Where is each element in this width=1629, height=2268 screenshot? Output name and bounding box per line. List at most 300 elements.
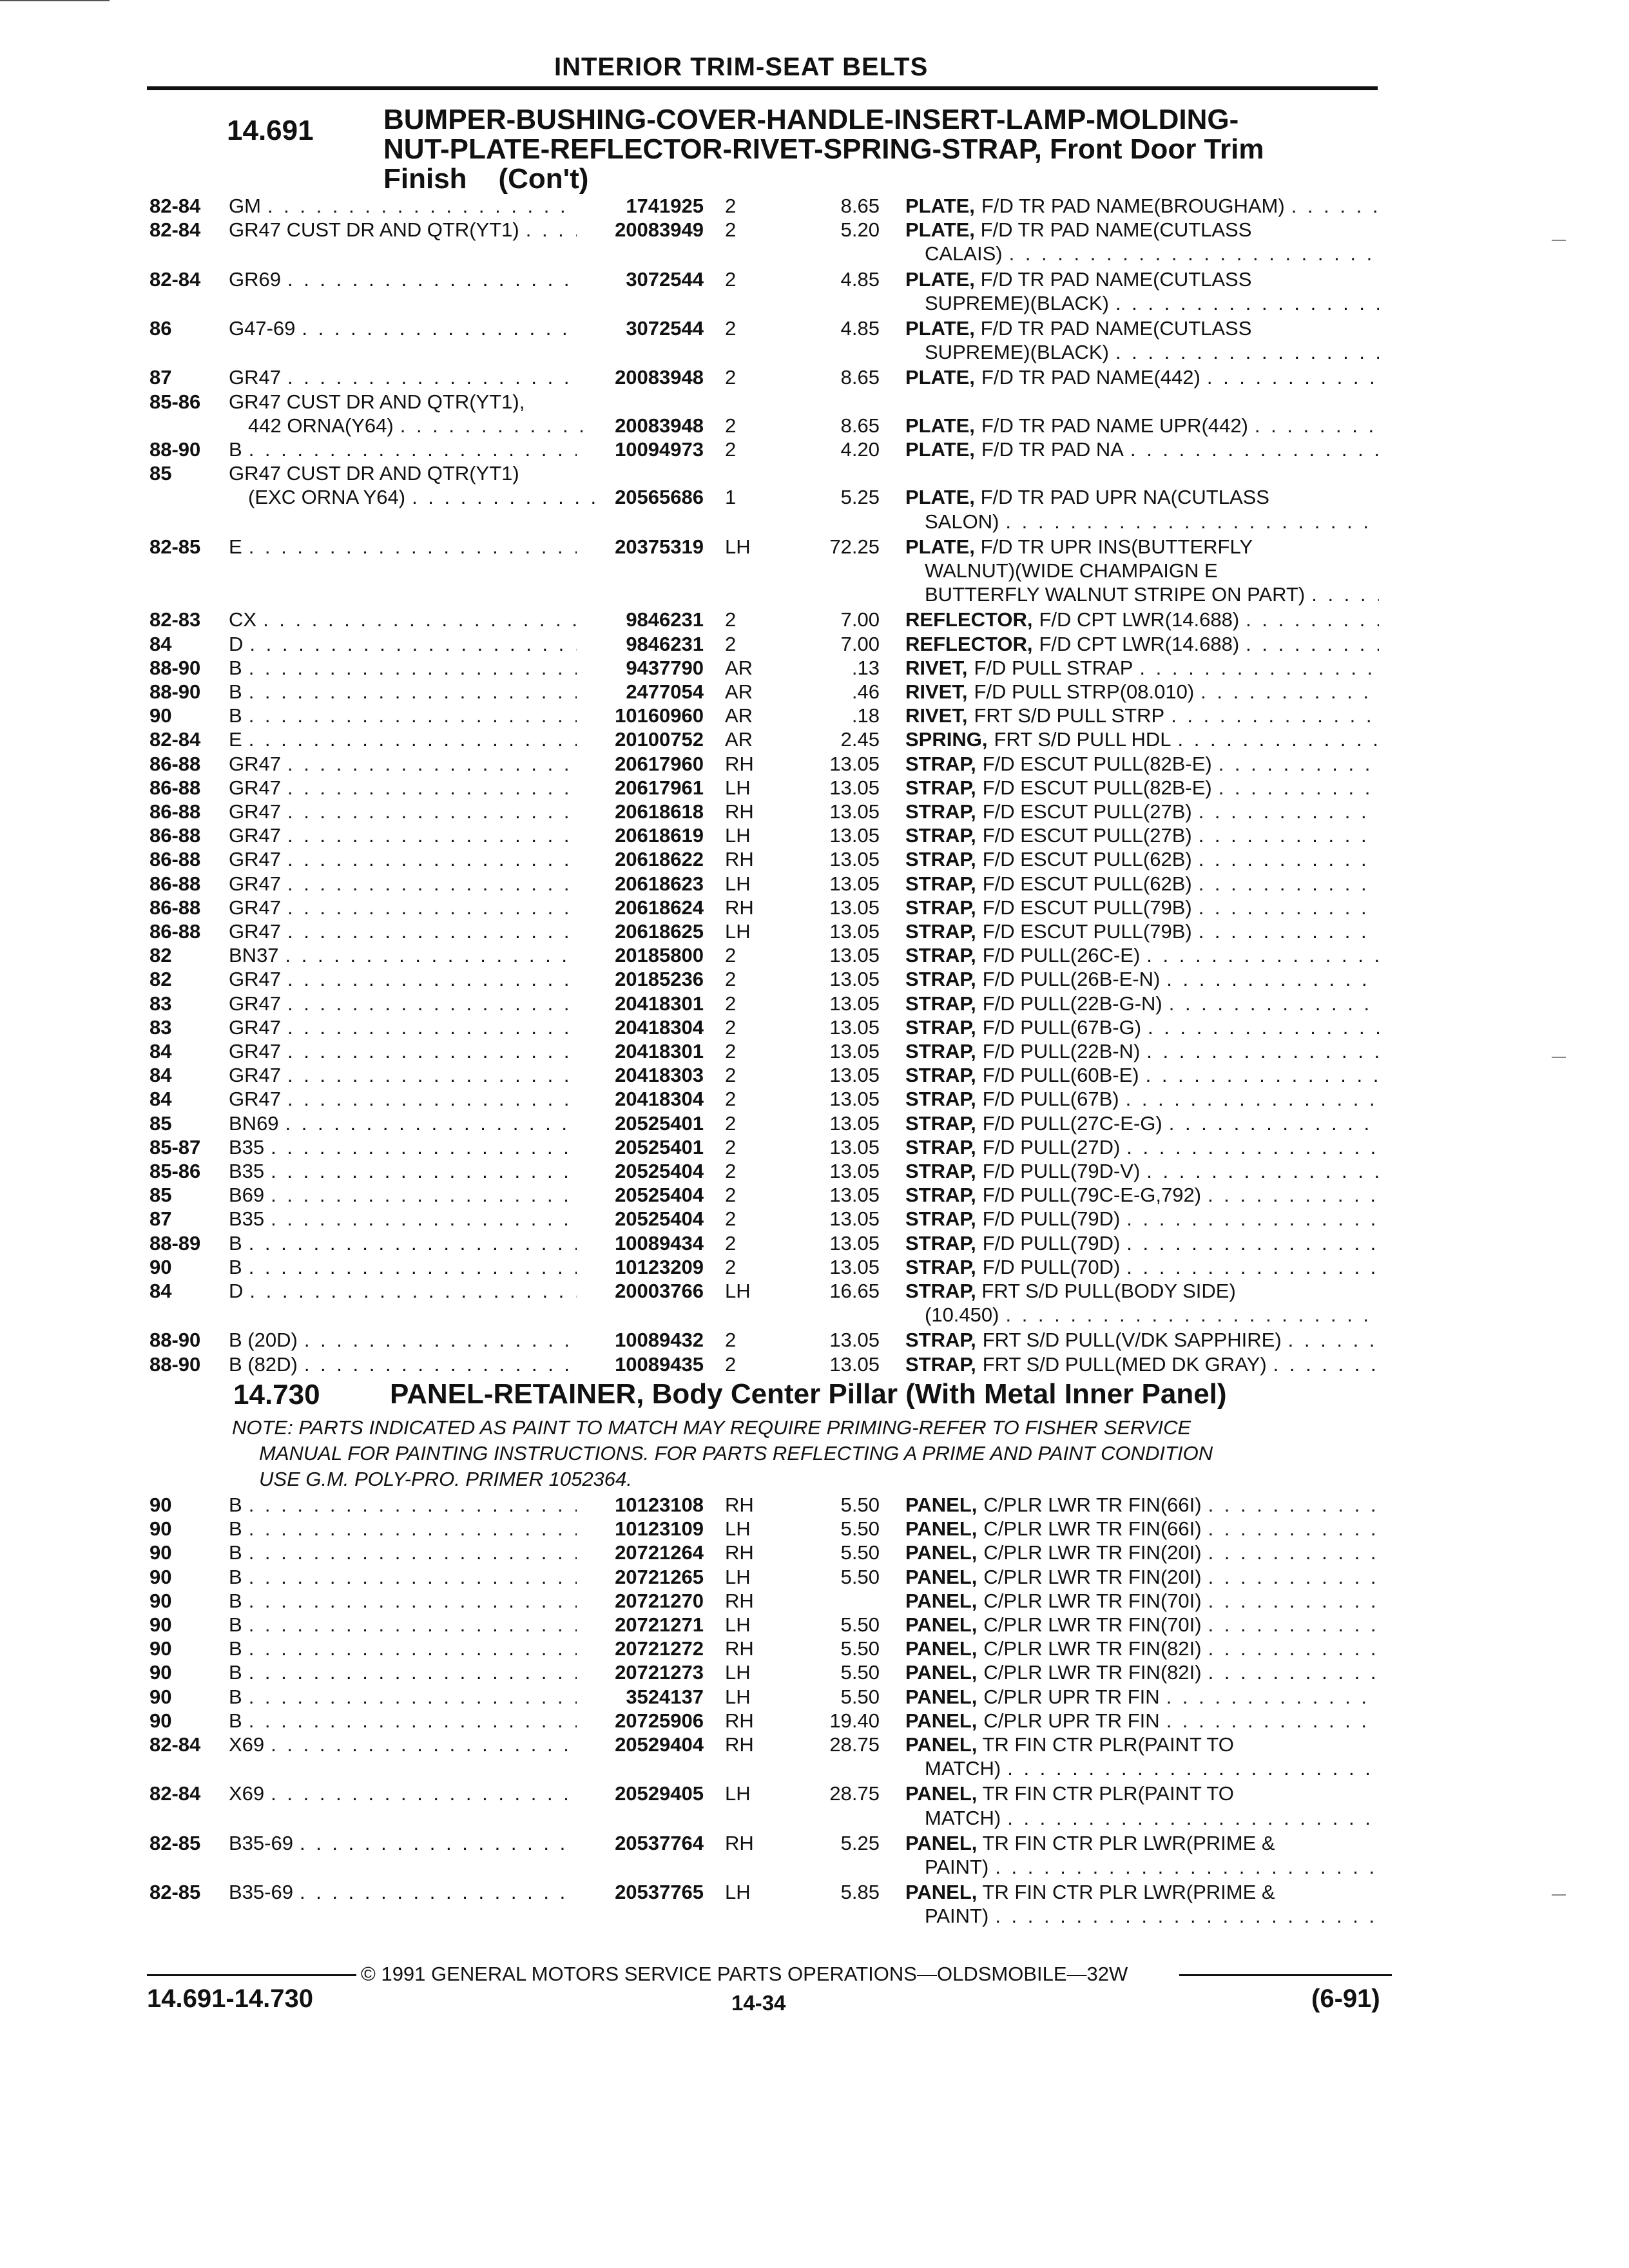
- part-description-text: F/D ESCUT PULL(82B-E): [982, 752, 1212, 775]
- part-number: 20418304: [615, 1088, 704, 1111]
- model-code-text: B: [229, 1565, 242, 1588]
- price: 13.05: [829, 776, 880, 799]
- model-year: 82-84: [149, 1733, 201, 1756]
- dot-leader: [1311, 583, 1379, 606]
- quantity: RH: [725, 848, 754, 871]
- section-title-line: Finish (Con't): [383, 163, 589, 195]
- model-code: [229, 195, 577, 218]
- part-name: PANEL,: [905, 1494, 978, 1516]
- part-description-text: CALAIS): [925, 242, 1003, 265]
- model-code-text: BN69: [229, 1111, 279, 1135]
- dot-leader: [287, 268, 577, 291]
- model-year: 85: [149, 1111, 172, 1135]
- dot-leader: [249, 1541, 577, 1564]
- part-name: PLATE,: [905, 438, 975, 461]
- quantity: 2: [725, 1329, 737, 1352]
- model-code-text: GR47 CUST DR AND QTR(YT1): [229, 218, 519, 242]
- model-year: 90: [149, 1565, 172, 1588]
- dot-leader: [285, 944, 577, 967]
- model-year: 86-88: [149, 848, 201, 871]
- price: 13.05: [829, 1064, 880, 1087]
- part-number: 20418303: [615, 1064, 704, 1087]
- quantity: LH: [725, 1685, 751, 1708]
- price: 13.05: [829, 1160, 880, 1182]
- model-code-text: GR47: [229, 800, 281, 823]
- model-code: [229, 1160, 577, 1183]
- part-description: [905, 1881, 1379, 1904]
- model-code-text: B35: [229, 1135, 265, 1158]
- space: [975, 486, 981, 508]
- part-description: [905, 776, 1379, 800]
- part-description-text: F/D PULL STRP(08.010): [974, 680, 1195, 703]
- part-name: STRAP,: [905, 1255, 976, 1278]
- dot-leader: [995, 1905, 1379, 1928]
- dot-leader: [300, 1832, 577, 1855]
- part-description: [905, 1832, 1379, 1855]
- model-code: [229, 944, 577, 967]
- part-description: [905, 1207, 1379, 1231]
- part-description-text: F/D PULL(26B-E-N): [982, 968, 1161, 991]
- model-code: [229, 1566, 577, 1589]
- margin-tick: [1552, 240, 1566, 241]
- model-code-text: CX: [229, 608, 257, 631]
- part-number: 20525401: [615, 1111, 704, 1135]
- price: 13.05: [829, 1088, 880, 1111]
- part-description: [905, 1686, 1379, 1709]
- dot-leader: [249, 1256, 577, 1279]
- quantity: 2: [725, 414, 737, 437]
- dot-leader: [287, 1064, 577, 1087]
- dot-leader: [249, 1613, 577, 1637]
- price: 28.75: [829, 1782, 880, 1805]
- part-name: STRAP,: [905, 896, 976, 919]
- quantity: 2: [725, 992, 737, 1015]
- model-year: 82-84: [149, 728, 201, 751]
- model-code: [229, 1256, 577, 1279]
- dot-leader: [1178, 728, 1379, 751]
- dot-leader: [249, 728, 577, 751]
- dot-leader: [400, 414, 596, 437]
- part-name: STRAP,: [905, 848, 976, 871]
- model-year: 84: [149, 1280, 172, 1302]
- space: [975, 317, 981, 340]
- dot-leader: [1208, 1184, 1379, 1207]
- model-code: [229, 1709, 577, 1733]
- price: 5.20: [840, 218, 880, 242]
- part-description-text: C/PLR LWR TR FIN(20I): [983, 1565, 1202, 1588]
- dot-leader: [526, 218, 577, 242]
- part-description: [905, 920, 1379, 943]
- part-description-text: SUPREME)(BLACK): [925, 291, 1109, 314]
- quantity: RH: [725, 1733, 754, 1756]
- quantity: LH: [725, 1661, 751, 1684]
- price: 5.50: [840, 1517, 880, 1541]
- part-name: STRAP,: [905, 776, 976, 799]
- quantity: 2: [725, 1064, 737, 1087]
- model-code-text: B: [229, 438, 242, 461]
- part-description-text: MATCH): [925, 1757, 1001, 1780]
- price: 13.05: [829, 1231, 880, 1254]
- part-number: 20525401: [615, 1135, 704, 1158]
- model-year: 87: [149, 1207, 172, 1231]
- part-name: STRAP,: [905, 1280, 976, 1302]
- part-number: 20721271: [615, 1613, 704, 1636]
- dot-leader: [287, 896, 577, 919]
- model-code-text: GR47: [229, 1064, 281, 1087]
- model-code: [229, 992, 577, 1015]
- dot-leader: [1130, 438, 1379, 461]
- part-description: [905, 1613, 1379, 1637]
- dot-leader: [271, 1136, 577, 1159]
- model-code-text: (EXC ORNA Y64): [248, 486, 406, 509]
- quantity: 2: [725, 267, 737, 291]
- part-description-text: F/D PULL(60B-E): [982, 1064, 1139, 1087]
- model-year: 90: [149, 1685, 172, 1708]
- dot-leader: [1208, 1517, 1379, 1541]
- dot-leader: [1126, 1232, 1379, 1255]
- dot-leader: [1009, 242, 1379, 265]
- quantity: 2: [725, 1255, 737, 1278]
- part-name: PANEL,: [905, 1782, 978, 1805]
- part-description: [905, 414, 1379, 437]
- dot-leader: [249, 1280, 577, 1303]
- dot-leader: [1199, 896, 1379, 919]
- quantity: LH: [725, 535, 751, 558]
- part-description-continued: [925, 1757, 1379, 1780]
- model-code: [229, 1112, 577, 1135]
- model-code: [229, 438, 577, 461]
- part-description-continued: [925, 242, 1379, 265]
- model-code: [229, 1832, 577, 1855]
- part-description-text: F/D TR PAD NAME(CUTLASS: [980, 218, 1252, 242]
- part-number: 10089432: [615, 1329, 704, 1352]
- quantity: AR: [725, 728, 753, 751]
- model-code-text: B: [229, 704, 242, 727]
- model-year: 88-90: [149, 438, 201, 461]
- model-year: 90: [149, 1637, 172, 1660]
- part-description-text: F/D PULL(22B-G-N): [982, 992, 1162, 1015]
- model-code-text: B: [229, 1541, 242, 1564]
- dot-leader: [1207, 366, 1379, 389]
- model-year: 90: [149, 1517, 172, 1541]
- model-year: 90: [149, 1709, 172, 1732]
- model-code-text: GM: [229, 195, 261, 217]
- part-description: [905, 1517, 1379, 1541]
- part-description-text: C/PLR UPR TR FIN: [983, 1709, 1160, 1732]
- quantity: RH: [725, 1709, 754, 1732]
- part-description-text: C/PLR LWR TR FIN(66I): [983, 1517, 1202, 1541]
- footer-copyright: © 1991 GENERAL MOTORS SERVICE PARTS OPERATIONS—OLDSMOBILE—32W: [361, 1963, 1128, 1985]
- model-year: 88-90: [149, 1329, 201, 1352]
- part-description-text: C/PLR LWR TR FIN(20I): [983, 1541, 1202, 1564]
- dot-leader: [249, 1709, 577, 1733]
- model-code-text: B: [229, 1255, 242, 1278]
- model-year: 82-85: [149, 1831, 201, 1854]
- quantity: LH: [725, 872, 751, 895]
- part-number: 20185800: [615, 944, 704, 967]
- dot-leader: [287, 992, 577, 1015]
- dot-leader: [1126, 1207, 1379, 1231]
- part-description-text: C/PLR LWR TR FIN(82I): [983, 1637, 1202, 1660]
- model-year: 82-84: [149, 195, 201, 217]
- part-number: 10089434: [615, 1231, 704, 1254]
- model-code-text: GR47: [229, 896, 281, 919]
- dot-leader: [1005, 510, 1379, 533]
- footer-page-number: 14-34: [731, 1991, 786, 2015]
- model-code-text: GR47: [229, 366, 281, 389]
- model-year: 88-90: [149, 656, 201, 679]
- part-description-text: FRT S/D PULL(MED DK GRAY): [982, 1352, 1267, 1376]
- model-year: 84: [149, 1040, 172, 1062]
- model-code-text: D: [229, 632, 244, 655]
- dot-leader: [1219, 776, 1379, 800]
- part-description-continued: [925, 583, 1379, 606]
- dot-leader: [249, 633, 577, 656]
- quantity: LH: [725, 1881, 751, 1904]
- part-number: 9846231: [626, 608, 704, 631]
- model-year: 90: [149, 1255, 172, 1278]
- model-code-text: BN37: [229, 944, 279, 967]
- price: 13.05: [829, 1135, 880, 1158]
- model-year: 82-85: [149, 535, 201, 558]
- model-year: 85-86: [149, 390, 201, 413]
- quantity: AR: [725, 704, 753, 727]
- model-code: [229, 800, 577, 823]
- dot-leader: [267, 195, 577, 218]
- part-description: [905, 486, 1379, 509]
- part-number: 1741925: [626, 195, 704, 217]
- model-year: 85-86: [149, 1160, 201, 1182]
- dot-leader: [287, 1016, 577, 1039]
- model-year: 82: [149, 968, 172, 991]
- dot-leader: [995, 1856, 1379, 1879]
- quantity: 2: [725, 317, 737, 340]
- model-year: 82-85: [149, 1881, 201, 1904]
- part-name: SPRING,: [905, 728, 988, 751]
- section-number: 14.730: [233, 1379, 320, 1410]
- part-description-text: F/D PULL(26C-E): [982, 944, 1141, 967]
- model-code: [229, 1637, 577, 1660]
- part-description-continued: [925, 1905, 1379, 1928]
- dot-leader: [1146, 944, 1379, 967]
- part-number: 20100752: [615, 728, 704, 751]
- model-code-text: G47-69: [229, 317, 296, 340]
- quantity: 2: [725, 218, 737, 242]
- part-description-text: C/PLR LWR TR FIN(70I): [983, 1589, 1202, 1612]
- dot-leader: [1169, 992, 1379, 1015]
- quantity: LH: [725, 1280, 751, 1302]
- quantity: 2: [725, 1015, 737, 1039]
- part-description-text: F/D TR PAD NAME(442): [981, 366, 1200, 389]
- dot-leader: [249, 1494, 577, 1517]
- model-code: [229, 968, 577, 991]
- part-description-text: F/D TR PAD NAME(BROUGHAM): [981, 195, 1285, 217]
- dot-leader: [271, 1733, 577, 1756]
- part-description-text: F/D PULL(67B-G): [982, 1015, 1142, 1039]
- part-description-continued: [925, 1807, 1379, 1830]
- dot-leader: [412, 486, 596, 509]
- quantity: LH: [725, 1613, 751, 1636]
- dot-leader: [271, 1782, 577, 1805]
- footer-rule-left: [147, 1974, 356, 1976]
- part-description: [905, 1112, 1379, 1135]
- dot-leader: [304, 1353, 577, 1376]
- dot-leader: [287, 824, 577, 847]
- part-description-text: TR FIN CTR PLR(PAINT TO: [982, 1782, 1234, 1805]
- price: 7.00: [840, 608, 880, 631]
- part-description-text: (10.450): [925, 1303, 999, 1327]
- model-year: 82: [149, 944, 172, 967]
- part-number: 3524137: [626, 1685, 704, 1708]
- part-description-continued: [925, 341, 1379, 364]
- model-year: 86-88: [149, 776, 201, 799]
- model-code-text: GR47: [229, 872, 281, 895]
- model-code: [229, 218, 577, 242]
- dot-leader: [1115, 292, 1379, 315]
- part-number: 20529405: [615, 1782, 704, 1805]
- part-description-continued: [925, 510, 1379, 533]
- quantity: LH: [725, 920, 751, 943]
- part-description: [905, 268, 1379, 291]
- part-number: 20375319: [615, 535, 704, 558]
- part-description: [905, 1040, 1379, 1063]
- part-description-text: F/D ESCUT PULL(79B): [982, 896, 1192, 919]
- part-description: [905, 1160, 1379, 1183]
- part-description: [905, 992, 1379, 1015]
- dot-leader: [285, 1112, 577, 1135]
- price: 5.50: [840, 1637, 880, 1660]
- dot-leader: [302, 317, 577, 340]
- price: 16.65: [829, 1280, 880, 1302]
- price: 2.45: [840, 728, 880, 751]
- part-description: [905, 1016, 1379, 1039]
- part-description-text: F/D TR PAD NA: [981, 438, 1124, 461]
- part-description: [905, 704, 1379, 727]
- dot-leader: [1208, 1566, 1379, 1589]
- section-number: 14.691: [227, 115, 314, 146]
- price: 13.05: [829, 968, 880, 991]
- price: 28.75: [829, 1733, 880, 1756]
- quantity: 1: [725, 486, 737, 509]
- price: 13.05: [829, 800, 880, 823]
- part-number: 20618623: [615, 872, 704, 895]
- price: 8.65: [840, 366, 880, 389]
- section-title-line: BUMPER-BUSHING-COVER-HANDLE-INSERT-LAMP-MOLDING-: [383, 104, 1239, 135]
- part-description: [905, 317, 1379, 340]
- dot-leader: [1199, 848, 1379, 871]
- quantity: 2: [725, 1040, 737, 1062]
- part-description-text: F/D TR PAD NAME(CUTLASS: [980, 267, 1252, 291]
- dot-leader: [1005, 1303, 1379, 1327]
- part-description: [905, 1661, 1379, 1684]
- part-description: [905, 438, 1379, 461]
- dot-leader: [1148, 1016, 1379, 1039]
- part-number: 20721272: [615, 1637, 704, 1660]
- part-name: STRAP,: [905, 1207, 976, 1231]
- part-number: 3072544: [626, 317, 704, 340]
- model-code: [229, 1517, 577, 1541]
- dot-leader: [249, 535, 577, 559]
- part-number: 20525404: [615, 1184, 704, 1207]
- model-code: [229, 657, 577, 680]
- model-year: 84: [149, 1064, 172, 1087]
- part-description: [905, 728, 1379, 751]
- dot-leader: [1166, 968, 1379, 991]
- dot-leader: [1246, 633, 1379, 656]
- quantity: 2: [725, 632, 737, 655]
- quantity: RH: [725, 1637, 754, 1660]
- price: 5.85: [840, 1881, 880, 1904]
- part-description: [905, 800, 1379, 823]
- model-code-text: B: [229, 1494, 242, 1516]
- price: .18: [851, 704, 880, 727]
- price: 5.50: [840, 1494, 880, 1516]
- quantity: 2: [725, 1088, 737, 1111]
- price: 5.50: [840, 1541, 880, 1564]
- part-description-text: F/D PULL STRAP: [974, 656, 1133, 679]
- model-code-text: D: [229, 1280, 244, 1302]
- quantity: LH: [725, 1517, 751, 1541]
- part-name: PLATE,: [905, 218, 975, 242]
- price: 72.25: [829, 535, 880, 558]
- dot-leader: [249, 1517, 577, 1541]
- part-name: PANEL,: [905, 1881, 978, 1904]
- model-code-text: GR69: [229, 267, 281, 291]
- footer-revision-date: (6-91): [1311, 1984, 1380, 2013]
- model-code: [229, 1232, 577, 1255]
- section-title-line: PANEL-RETAINER, Body Center Pillar (With Metal Inner Panel): [390, 1378, 1227, 1410]
- dot-leader: [271, 1207, 577, 1231]
- part-name: RIVET,: [905, 656, 968, 679]
- part-name: STRAP,: [905, 1064, 976, 1087]
- part-name: PANEL,: [905, 1589, 978, 1612]
- dot-leader: [1273, 1353, 1379, 1376]
- dot-leader: [1126, 1256, 1379, 1279]
- part-description: [905, 1541, 1379, 1564]
- part-number: 10094973: [615, 438, 704, 461]
- dot-leader: [1126, 1136, 1379, 1159]
- dot-leader: [263, 608, 577, 631]
- dot-leader: [300, 1881, 577, 1904]
- part-description-text: PAINT): [925, 1905, 989, 1928]
- part-number: 20083949: [615, 218, 704, 242]
- part-description-text: F/D PULL(79D): [982, 1207, 1121, 1231]
- part-description-text: FRT S/D PULL STRP: [974, 704, 1165, 727]
- model-code-text: GR47: [229, 1088, 281, 1111]
- model-code: [229, 680, 577, 704]
- price: 4.20: [840, 438, 880, 461]
- model-code-text: B35-69: [229, 1881, 293, 1904]
- part-description: [905, 1232, 1379, 1255]
- part-description-text: C/PLR LWR TR FIN(82I): [983, 1661, 1202, 1684]
- model-year: 86: [149, 317, 172, 340]
- model-year: 86-88: [149, 752, 201, 775]
- section-note-line: NOTE: PARTS INDICATED AS PAINT TO MATCH MAY REQUIRE PRIMING-REFER TO FISHER SERVICE: [232, 1416, 1191, 1439]
- part-name: PANEL,: [905, 1637, 978, 1660]
- footer-rule-right: [1179, 1974, 1392, 1976]
- part-description-text: C/PLR LWR TR FIN(66I): [983, 1494, 1202, 1516]
- quantity: RH: [725, 800, 754, 823]
- price: 5.50: [840, 1613, 880, 1636]
- price: 13.05: [829, 1352, 880, 1376]
- part-description-continued: [925, 1303, 1379, 1327]
- part-name: STRAP,: [905, 872, 976, 895]
- part-name: STRAP,: [905, 992, 976, 1015]
- part-name: PANEL,: [905, 1541, 978, 1564]
- model-code-text: GR47: [229, 824, 281, 847]
- margin-tick: [1552, 1894, 1566, 1896]
- part-name: RIVET,: [905, 704, 968, 727]
